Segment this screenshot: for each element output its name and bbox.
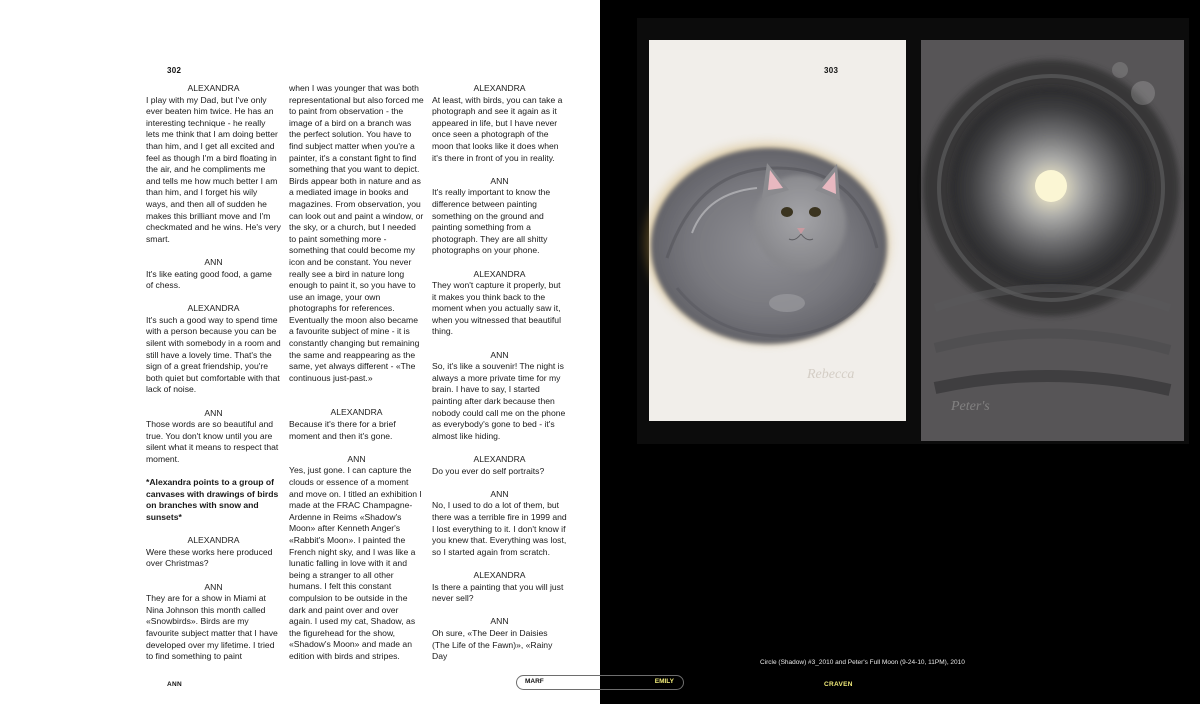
- speaker-name: ANN: [204, 256, 223, 267]
- dialogue-paragraph: Those words are so beautiful and true. You don't know until you are silent what it means to respect that moment.: [146, 419, 279, 464]
- speaker-name: ANN: [490, 175, 509, 186]
- paragraph-gap: [432, 257, 567, 269]
- artwork-caption: Circle (Shadow) #3_2010 and Peter's Full Moon (9-24-10, 11PM), 2010: [760, 659, 965, 666]
- text-column-3: [432, 83, 567, 663]
- dialogue-paragraph: when I was younger that was both representational but also forced me to paint from observation - the image of a bird on a branch was the perfect solution. You have to find subject matter when you're a painter, it's a constant fight to find something that you want to depict. Birds appear both in nature and as a mediated image in books and magazines. From observation, you can look out and paint a window, or the sky, or a church, but I needed to paint something more - something that could become my icon and be constant. You never really see a bird in nature long enough to paint it, so you have to use an image, your own photographs for references. Eventually the moon also became a favourite subject of mine - it is constantly changing but remaining the same and reappearing as the same, yet always different - «The continuous just-past.»: [289, 83, 424, 383]
- dialogue-paragraph: It's like eating good food, a game of chess.: [146, 268, 272, 291]
- cat-painting: [637, 18, 915, 444]
- speaker-name: ANN: [490, 488, 509, 499]
- speaker-name: ALEXANDRA: [330, 407, 383, 418]
- dialogue-paragraph: So, it's like a souvenir! The night is always a more private time for my brain. I have to say, I started painting after dark because then nobody could call me on the phone as everybody's gone to bed - it's almost like hiding.: [432, 361, 566, 441]
- speaker-name: ALEXANDRA: [473, 83, 526, 93]
- page-number-left: 302: [167, 66, 182, 75]
- dialogue-paragraph: Is there a painting that you will just never sell?: [432, 581, 564, 604]
- footer-left: ANN: [167, 681, 182, 688]
- text-column-2: [289, 83, 424, 663]
- dialogue-paragraph: No, I used to do a lot of them, but there was a terrible fire in 1999 and I lost everything to it. I don't know if you knew that. Everything was lost, so I started again from scratch.: [432, 500, 567, 557]
- spread-tab: [516, 675, 684, 690]
- speaker-name: ALEXANDRA: [473, 268, 526, 279]
- dialogue-paragraph: It's really important to know the difference between painting something on the ground and painting something from a photograph. They are all shitty photographs on your phone.: [432, 187, 551, 256]
- dialogue-paragraph: At least, with birds, you can take a photograph and see it again as it appeared in life, but I have never once seen a photograph of the moon that looks like it does when it's there in front of you in reality.: [432, 94, 563, 163]
- page-number-right: 303: [824, 66, 839, 75]
- paragraph-gap: [146, 524, 281, 536]
- paragraph-gap: [289, 384, 424, 407]
- dialogue-paragraph: I play with my Dad, but I've only ever beaten him twice. He has an interesting technique - he really lets me think that I am doing better than him, and I get all excited and feel as though I'm a bird floating in the air, and he compliments me and tells me how much better I am than him, and I forget his wily ways, and then all of sudden he makes this brilliant move and I'm checkmated and he wins. He's very smart.: [146, 94, 281, 244]
- spread-tab-right-label: EMILY: [654, 678, 674, 685]
- speaker-name: ANN: [490, 349, 509, 360]
- speaker-name: ALEXANDRA: [187, 83, 240, 93]
- moon-painting-frame: [915, 18, 1189, 444]
- dialogue-paragraph: Yes, just gone. I can capture the clouds or essence of a moment and move on. I titled an exhibition I made at the FRAC Champagne-Ardenne in Reims «Shadow's Moon» after Kenneth Anger's «Rabbit's Moon». I painted the French night sky, and I was like a lunatic falling in love with it and being a stranger to all other humans. I felt this constant compulsion to be outside in the dark and paint over and over again. I used my cat, Shadow, as the figurehead for the show, «Shadow's Moon» and made an edition with birds and stripes.: [289, 465, 422, 661]
- speaker-name: ALEXANDRA: [187, 303, 240, 314]
- speaker-name: ANN: [490, 616, 509, 627]
- speaker-name: ANN: [204, 407, 223, 418]
- paragraph-gap: [289, 442, 424, 454]
- stage-note: *Alexandra points to a group of canvases with drawings of birds on branches with snow and sunsets*: [146, 477, 279, 522]
- footer-right: CRAVEN: [824, 681, 853, 688]
- speaker-name: ALEXANDRA: [473, 569, 526, 580]
- speaker-name: ALEXANDRA: [473, 454, 526, 464]
- moon-painting: [915, 18, 1189, 444]
- spread-tab-left-label: MARF: [525, 678, 544, 685]
- paragraph-gap: [432, 558, 567, 570]
- cat-painting-signature: Rebecca: [807, 367, 855, 382]
- paragraph-gap: [146, 245, 281, 257]
- dialogue-paragraph: Because it's there for a brief moment and then it's gone.: [289, 419, 396, 441]
- paragraph-gap: [432, 605, 567, 617]
- paragraph-gap: [146, 466, 281, 478]
- moon-painting-signature: Peter's: [951, 399, 990, 414]
- speaker-name: ALEXANDRA: [187, 535, 240, 546]
- paragraph-gap: [146, 292, 281, 304]
- dialogue-paragraph: Were these works here produced over Christmas?: [146, 546, 273, 569]
- speaker-name: ANN: [204, 581, 223, 592]
- paragraph-gap: [432, 164, 567, 176]
- dialogue-paragraph: Do you ever do self portraits?: [432, 465, 545, 476]
- dialogue-paragraph: It's such a good way to spend time with a person because you can be silent with somebody in a room and still have a lovely time. That's the sign of a great friendship, you're both quiet but comfortable with that lack of noise.: [146, 314, 281, 395]
- cat-painting-frame: [637, 18, 915, 444]
- paragraph-gap: [432, 477, 567, 489]
- dialogue-paragraph: They are for a show in Miami at Nina Johnson this month called «Snowbirds». Birds are my favourite subject matter that I have developed over my lifetime. I tried to find something to paint: [146, 593, 278, 662]
- paragraph-gap: [146, 570, 281, 582]
- text-column-1: [146, 83, 281, 663]
- dialogue-paragraph: Oh sure, «The Deer in Daisies (The Life of the Fawn)», «Rainy Day: [432, 627, 553, 662]
- paragraph-gap: [432, 442, 567, 454]
- paragraph-gap: [432, 338, 567, 350]
- dialogue-paragraph: They won't capture it properly, but it makes you think back to the moment when you actually saw it, when you witnessed that beautiful thing.: [432, 280, 561, 337]
- paragraph-gap: [146, 396, 281, 408]
- speaker-name: ANN: [347, 453, 366, 464]
